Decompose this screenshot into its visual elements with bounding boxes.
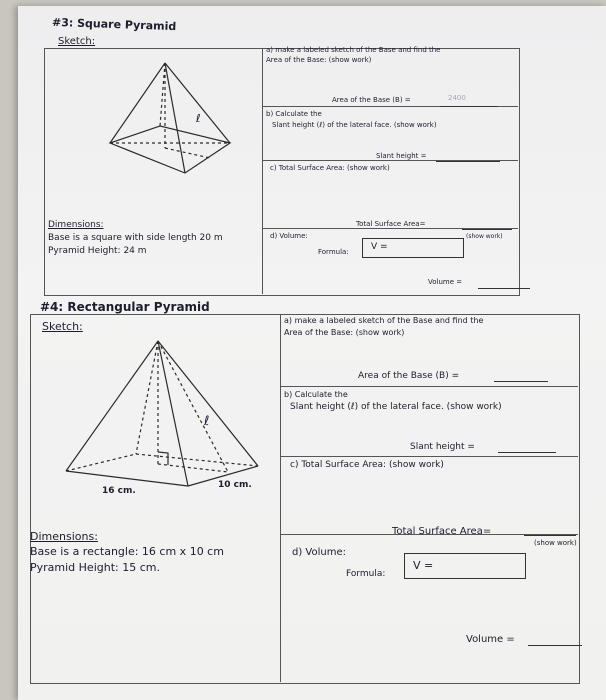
problem4-part-c: c) Total Surface Area: (show work) [290,460,444,470]
problem3-slant-height-label: Slant height = [376,152,427,160]
problem4-dimensions-heading: Dimensions: [30,530,98,543]
problem4-slant-height-label: Slant height = [410,442,475,452]
problem3-slant-height-blank[interactable] [436,160,500,162]
problem4-sketch-label: Sketch: [42,320,83,333]
problem4-volume-label: Volume = [466,634,515,645]
problem4-volume-blank[interactable] [528,644,582,646]
problem4-area-base-label: Area of the Base (B) = [358,371,460,381]
rectangular-pyramid-diagram [58,336,278,496]
problem4-part-d: d) Volume: [292,547,346,558]
problem3-formula-label: Formula: [318,248,349,256]
problem3-dimension-base: Base is a square with side length 20 m [48,233,223,243]
problem3-dimension-height: Pyramid Height: 24 m [48,246,147,256]
problem4-row-divider-b [280,456,578,457]
problem4-total-sa-blank[interactable] [524,534,576,536]
problem3-part-a: a) make a labeled sketch of the Base and find the [266,46,441,54]
problem4-row-divider-a [280,386,578,387]
problem3-part-b-line2: Slant height (ℓ) of the lateral face. (show work) [272,121,437,129]
problem4-formula-value: V = [413,559,434,572]
problem4-width-label: 10 cm. [218,480,252,490]
problem4-title: #4: Rectangular Pyramid [40,300,210,314]
problem4-slant-height-blank[interactable] [498,451,556,453]
problem3-sketch-label: Sketch: [58,36,96,47]
problem4-show-work: (show work) [534,539,577,547]
square-pyramid-diagram [90,58,240,188]
problem3-volume-label: Volume = [428,278,463,286]
problem3-column-divider [262,48,263,294]
problem3-part-c: c) Total Surface Area: (show work) [270,164,390,172]
problem4-total-sa-label: Total Surface Area= [392,526,492,537]
problem3-slant-mark: ℓ [196,112,201,125]
problem4-part-a-line2: Area of the Base: (show work) [284,328,405,337]
problem3-formula-value: V = [371,242,388,252]
problem3-area-base-label: Area of the Base (B) = [332,96,411,104]
problem4-formula-label: Formula: [346,569,386,579]
problem3-part-b: b) Calculate the [266,110,322,118]
problem4-length-label: 16 cm. [102,486,136,496]
problem4-part-b: b) Calculate the [284,390,348,399]
problem4-part-a: a) make a labeled sketch of the Base and find the [284,316,484,325]
problem4-dimension-base: Base is a rectangle: 16 cm x 10 cm [30,545,224,558]
problem4-area-base-blank[interactable] [494,380,548,382]
problem4-part-b-line2: Slant height (ℓ) of the lateral face. (show work) [290,402,502,412]
problem3-area-base-pencil: 2400 [448,94,466,102]
problem4-column-divider [280,314,281,682]
problem4-slant-mark: ℓ [204,414,210,429]
problem3-part-d: d) Volume: [270,232,308,240]
problem3-total-sa-label: Total Surface Area= [356,220,426,228]
problem3-total-sa-blank[interactable] [462,228,512,230]
problem3-dimensions-heading: Dimensions: [48,220,104,230]
problem3-title: #3: Square Pyramid [51,15,177,34]
problem3-area-base-blank[interactable] [440,105,498,107]
problem3-show-work: (show work) [466,233,503,240]
problem3-part-a-line2: Area of the Base: (show work) [266,56,372,64]
problem3-volume-blank[interactable] [478,287,530,289]
problem4-dimension-height: Pyramid Height: 15 cm. [30,561,160,574]
